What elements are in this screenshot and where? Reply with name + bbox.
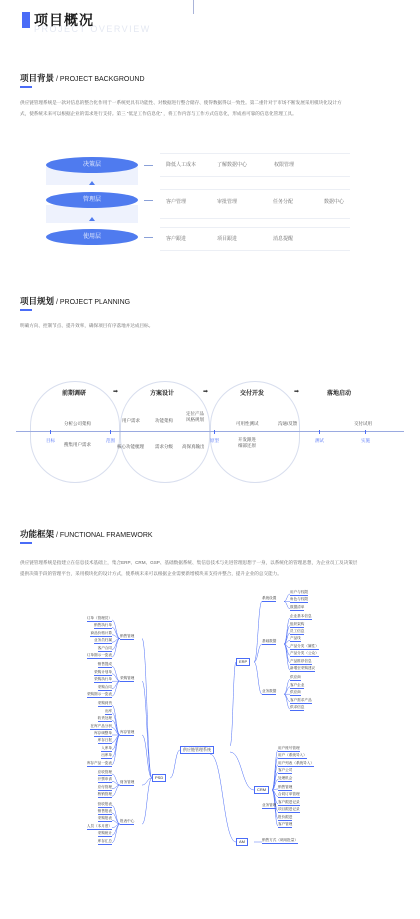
mindmap-leaf: 供应商 (290, 690, 301, 695)
mindmap-leaf: 业务员归属 (94, 638, 112, 643)
layer-item: 审批管理 (217, 199, 238, 205)
mindmap-leaf: 客户公司 (278, 768, 293, 773)
mindmap-link (142, 778, 152, 785)
mindmap-leaf: 库存调整单 (94, 731, 112, 735)
phase-label: 前期调研 (62, 391, 87, 397)
mindmap-link (112, 735, 120, 750)
mindmap-branch-am: AM (236, 838, 248, 846)
mindmap-leaf: 销售执行单 (94, 623, 112, 628)
planning-paragraph: 明确方向、控制节点、提升效率，确保项目有序落地并达成目标。 (20, 323, 154, 328)
mindmap-leaf: 核销管理 (97, 792, 112, 797)
mindmap-leaf: 采购执行单 (94, 677, 112, 682)
mindmap-leaf: 采购报表 (97, 816, 112, 821)
mindmap-link (170, 750, 180, 778)
mindmap-leaf: 开票申请 (97, 777, 112, 782)
planning-title-en: / PROJECT PLANNING (55, 299, 131, 306)
layer-item: 客户跟进 (166, 236, 187, 242)
layer-item: 项目跟进 (217, 236, 238, 242)
framework-title-cn: 功能框架 (20, 529, 55, 539)
mindmap-leaf: 用户（系统导入） (278, 753, 307, 758)
mindmap-leaf: 采购计划单 (94, 669, 112, 674)
layer-item: 权限管理 (274, 162, 295, 168)
mindmap-leaf: 客户管理 (278, 822, 293, 826)
framework-title-en: / FUNCTIONAL FRAMEWORK (55, 532, 153, 539)
mindmap-leaf: 客户跟进记录 (278, 799, 300, 804)
layer-item: 降低人工成本 (166, 162, 197, 168)
mindmap-leaf: 客户需求产品 (290, 697, 312, 702)
timeline-step: 搜集用户需求 (64, 442, 91, 447)
mindmap-leaf: 数据清单 (290, 604, 305, 609)
mindmap-link (210, 754, 236, 842)
mindmap-group: 采购管理 (120, 676, 135, 681)
timeline-step: 定位产品 风格规划 (186, 411, 204, 422)
mindmap-leaf: 采购图示一览表 (86, 692, 112, 696)
mindmap-link (112, 735, 120, 765)
mindmap-leaf: 供应商 (290, 675, 301, 680)
mindmap-leaf: 销售方式（调用批量） (262, 838, 298, 842)
mindmap-leaf: 处理机会 (278, 775, 293, 780)
mindmap-leaf: 企业基本信息 (290, 614, 312, 619)
arrow-right-icon: ➡ (113, 389, 119, 395)
mindmap-link (112, 681, 120, 688)
mindmap-link (230, 752, 254, 790)
mindmap-leaf: 产品线 (290, 636, 301, 641)
layer-item: 任务分配 (273, 199, 294, 205)
mindmap-leaf: 在库产品分析 (90, 723, 112, 728)
background-title-cn: 项目背景 (20, 73, 55, 83)
mindmap-leaf: 订单（管理员） (86, 616, 112, 620)
layer-decision: 决策层 (46, 157, 138, 173)
mindmap-link (112, 674, 120, 681)
phase-label: 方案设计 (150, 391, 175, 397)
mindmap-group: 基础数据 (262, 639, 277, 644)
mindmap-leaf: 产品推荐信息 (290, 658, 312, 663)
planning-title-cn: 项目规划 (20, 296, 55, 306)
mindmap-leaf: 销售提成 (97, 662, 112, 667)
timeline-step: 核心功能梳理 (117, 444, 144, 449)
mindmap-group: 库存管理 (120, 730, 135, 734)
mindmap-leaf: 出库单 (101, 753, 112, 758)
background-title-en: / PROJECT BACKGROUND (55, 76, 145, 83)
timeline-step: 可用性测试 (236, 421, 259, 426)
mindmap-link (112, 806, 120, 825)
timeline-step: 沟通/反馈 (278, 421, 298, 426)
mindmap-leaf: 商品价格计算 (90, 630, 112, 635)
mindmap-leaf: 产品分类（属性） (290, 643, 319, 648)
layer-item: 客户管理 (166, 199, 187, 205)
mindmap-group: 业务数据 (262, 689, 277, 694)
mindmap-leaf: 用户与权限 (290, 590, 308, 594)
mindmap-leaf: 用户列表（系统导入） (278, 760, 314, 765)
mindmap-leaf: 销售管理 (278, 785, 293, 789)
arrow-right-icon: ➡ (294, 389, 300, 395)
mindmap-leaf: 报价跟进 (278, 814, 293, 819)
mindmap-link (112, 639, 120, 658)
mindmap-leaf: 采购到货 (97, 701, 112, 706)
mindmap-group: 报表中心 (120, 819, 135, 824)
mindmap-leaf: 角色与权限 (290, 597, 308, 602)
timeline-node: 测试 (315, 438, 324, 443)
mindmap-leaf: 营收报表 (97, 801, 112, 806)
mindmap-leaf: 组织架构 (290, 621, 305, 626)
mindmap-group: 销售管理 (120, 633, 135, 638)
mindmap-leaf: 用户账号管理 (278, 746, 300, 750)
mindmap-leaf: 合同订单管理 (278, 792, 300, 797)
mindmap-link (142, 681, 152, 778)
mindmap-leaf: 应付管理 (97, 784, 112, 789)
mindmap-branch-crm: CRM (254, 786, 269, 794)
layer-item: 了解数据中心 (217, 162, 248, 168)
phase-label: 交付开发 (240, 391, 265, 397)
mindmap-leaf: 入库单 (101, 745, 112, 750)
mindmap-link (112, 620, 120, 639)
arrow-right-icon: ➡ (203, 389, 209, 395)
mindmap-link (112, 681, 120, 696)
phase-label: 落地启动 (327, 391, 352, 397)
mindmap-link (112, 705, 120, 735)
mindmap-group: 系统设置 (262, 596, 277, 601)
mindmap-leaf: 产品分类（公众） (290, 651, 319, 656)
timeline-step: 分析公司架构 (64, 421, 91, 426)
page-title: 项目概况 (34, 12, 94, 28)
mindmap-leaf: 应收管理 (97, 770, 112, 774)
framework-paragraph: 供应链管理系统是指建立在信息技术基础上，集合ERP、CRM、GSP、基础数据系统、集信息技术与先进管理思想于一身，以系统化的管理思想，为企业员工及决策层提供决策手段的管理平台，采用模块化的设计方式，使系统未来可以根据企业需要新增模块来支持并整合，提升企业的总交能力。 (20, 560, 358, 576)
mindmap-leaf: 库存产品一览表 (86, 760, 112, 765)
layer-item: 消息提醒 (273, 236, 294, 242)
mindmap-branch-psd: PSD (152, 774, 166, 782)
mindmap-root: 供应链管理系统 (180, 746, 214, 754)
mindmap-leaf: 客户合同 (97, 645, 112, 650)
mindmap-leaf: 采购统计 (97, 831, 112, 836)
timeline-step: 交付试用 (354, 421, 372, 426)
mindmap-leaf: 人员（本月度） (86, 823, 112, 828)
timeline-step: 开发跟进 细部还原 (238, 437, 256, 448)
timeline-step: 需求分级 (155, 444, 173, 449)
timeline-step: 用户需求 (122, 418, 140, 423)
mindmap-leaf: 客户企业 (290, 682, 305, 687)
layer-item: 数据中心 (324, 199, 345, 205)
timeline-step: 高保真输出 (182, 444, 205, 449)
mindmap-link (112, 720, 120, 735)
mindmap-leaf: 新增至采购建议 (290, 666, 316, 670)
layer-management: 管理层 (46, 192, 138, 208)
mindmap-leaf: 订单图示一览表 (86, 653, 112, 657)
background-paragraph: 供应链管理系统是一款对信息的整合化作用于一系统更具有功能性、对数据进行整合储存、使得数据得以一致性。第二重针对于市场不断发展采用模块化设计方式，使系统未来可以根据企业的需求进行支持。第三 “低足工作信息化” ，将工作内容与工作方式信息化，形成看可靠的信息化管理工具。 (20, 100, 342, 116)
timeline-node: 范围 (106, 438, 115, 443)
mindmap-leaf: 销售报表 (97, 809, 112, 813)
mindmap-leaf: 库存日报 (97, 738, 112, 743)
mindmap-leaf: 收货处理 (97, 716, 112, 721)
mindmap-branch-erp: ERP (236, 658, 250, 666)
mindmap-leaf: 员工信息 (290, 629, 305, 633)
mindmap-leaf: 采购合同 (97, 684, 112, 689)
layer-usage: 使用层 (46, 229, 138, 245)
page-subtitle-en: PROJECT OVERVIEW (34, 24, 151, 34)
timeline-step: 功能架构 (155, 418, 173, 423)
mindmap-link (112, 666, 120, 681)
mindmap-leaf: 库存汇总 (97, 838, 112, 843)
timeline-node: 实施 (361, 438, 370, 443)
timeline-node: 原型 (210, 438, 219, 443)
timeline-node: 目标 (46, 438, 55, 443)
mindmap-link (230, 662, 236, 746)
mindmap-group: 业务管理 (262, 802, 277, 807)
mindmap-leaf: 出库 (104, 708, 112, 713)
mindmap-leaf: 项目跟进记录 (278, 807, 300, 812)
mindmap-leaf: 供求信息 (290, 705, 305, 709)
mindmap-link (112, 824, 120, 843)
mindmap-group: 财务管理 (120, 780, 135, 785)
mindmap-link (254, 662, 262, 694)
